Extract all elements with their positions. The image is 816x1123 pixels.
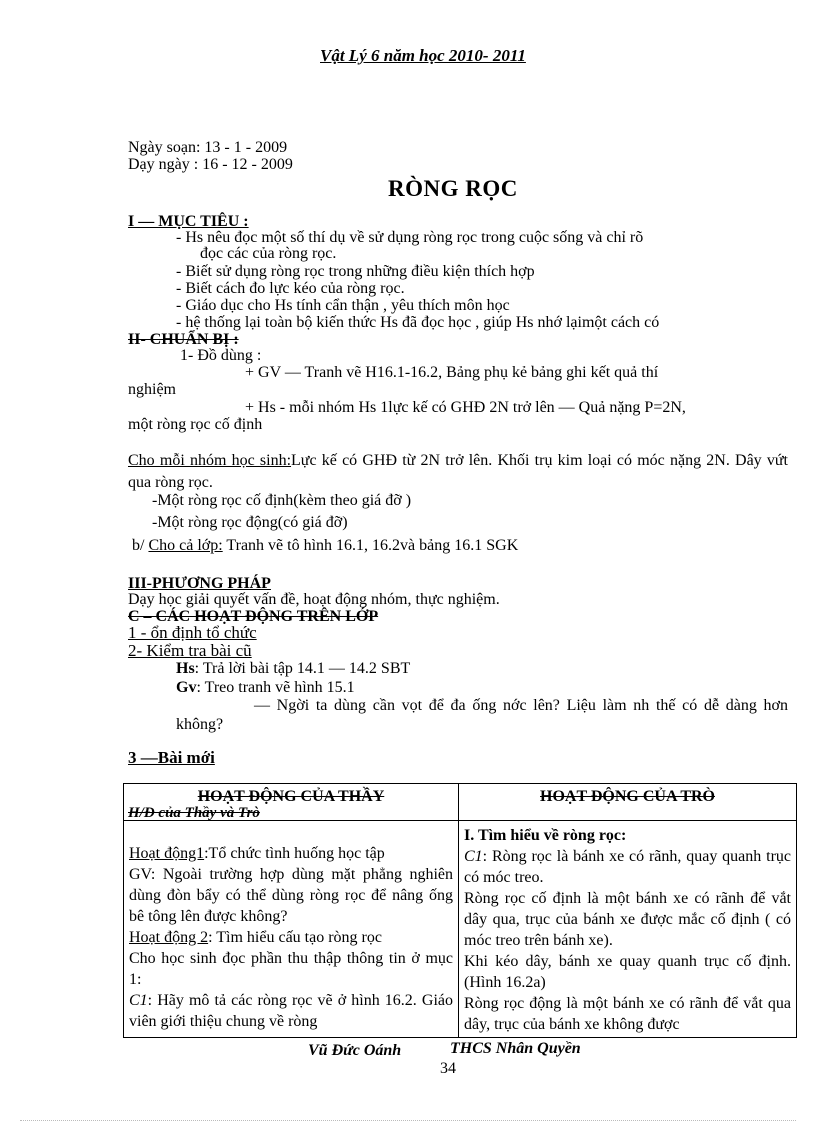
teacher-cell: [124, 821, 459, 1038]
objective-item-1b: đọc các của ròng rọc.: [200, 245, 337, 262]
c1-answer: [464, 846, 791, 888]
objective-item-1: - Hs nêu đọc một số thí dụ về sử dụng ròng rọc trong cuộc sống và chỉ rõ: [176, 229, 644, 246]
class-prefix: b/: [132, 537, 149, 554]
page-number: 34: [440, 1060, 456, 1077]
gv-question: GV: Ngoài trường hợp dùng mặt phẳng nghiên dùng đòn bẩy có thể dùng ròng rọc để nâng ống bê tông lên được không?: [129, 866, 453, 925]
class-label: Cho cả lớp:: [148, 537, 223, 554]
hs-tools-line2: một ròng rọc cố định: [128, 416, 263, 433]
footer-author: Vũ Đức Oánh: [308, 1042, 402, 1059]
hs-label: Hs: [176, 660, 195, 677]
teacher-header: HOẠT ĐỘNG CỦA THẦY: [197, 788, 385, 805]
movable-pulley-desc: Ròng rọc động là một bánh xe có rãnh để vắt qua dây, trục của bánh xe không được: [464, 995, 791, 1033]
objective-item-5: - hệ thống lại toàn bộ kiến thức Hs đã đọc học , giúp Hs nhớ lạimột cách có: [176, 314, 660, 331]
gv-tools-line1: + GV — Tranh vẽ H16.1-16.2, Bảng phụ kẻ bảng ghi kết quả thí: [245, 364, 659, 381]
fixed-pulley-desc: Ròng rọc cố định là một bánh xe có rãnh để vắt dây qua, trục của bánh xe được mắc cố định ( có móc treo trên bánh xe).: [464, 890, 791, 949]
class-text: Tranh vẽ tô hình 16.1, 16.2và bảng 16.1 SGK: [222, 537, 519, 554]
prepared-date: Ngày soạn: 13 - 1 - 2009: [128, 139, 288, 156]
activities-heading: C – CÁC HOẠT ĐỘNG TRÊN LỚP: [128, 608, 379, 625]
c1-answer-text: : Ròng rọc là bánh xe có rãnh, quay quanh trục có móc treo.: [464, 848, 791, 886]
c1-task: [129, 990, 453, 1032]
pull-desc: Khi kéo dây, bánh xe quay quanh trục cố định. (Hình 16.2a): [464, 953, 791, 991]
activity-2-label: Hoạt động 2: [129, 929, 209, 946]
bottom-divider: [20, 1120, 796, 1121]
stabilize-heading: 1 - ổn định tổ chức: [128, 623, 257, 642]
objective-item-3: - Biết cách đo lực kéo của ròng rọc.: [176, 280, 405, 297]
group-label: Cho mỗi nhóm học sinh:: [128, 452, 292, 469]
method-text: Dạy học giải quyết vấn đề, hoạt động nhóm, thực nghiệm.: [128, 591, 500, 608]
pulley-section-title: I. Tìm hiểu về ròng rọc:: [464, 827, 627, 844]
c1-task-text: : Hãy mô tả các ròng rọc vẽ ở hình 16.2. Giáo viên giới thiệu chung về ròng: [129, 992, 453, 1030]
activity-1: [129, 843, 453, 864]
activity-1-label: Hoạt động1: [129, 845, 205, 862]
activity-2-text: : Tìm hiểu cấu tạo ròng rọc: [208, 929, 382, 946]
c1-label: C1: [129, 992, 148, 1009]
preparation-heading: II- CHUẨN BỊ :: [128, 331, 239, 348]
group-text: Lực kế có GHĐ từ 2N trở lên. Khối trụ kim loại có móc nặng 2N. Dây vứt qua ròng rọc.: [128, 452, 788, 491]
movable-pulley-item: -Một ròng rọc động(có giá đỡ): [152, 514, 348, 531]
student-cell: [459, 821, 797, 1038]
activity-1-text: :Tổ chức tình huống học tập: [204, 845, 385, 862]
teacher-subheader: H/Đ của Thầy và Trò: [128, 805, 260, 821]
taught-date: Dạy ngày : 16 - 12 - 2009: [128, 156, 293, 173]
student-header: HOẠT ĐỘNG CỦA TRÒ: [540, 788, 715, 805]
tools-label: 1- Đồ dùng :: [180, 347, 262, 364]
c1-answer-label: C1: [464, 848, 483, 865]
fixed-pulley-item: -Một ròng rọc cố định(kèm theo giá đỡ ): [152, 492, 412, 509]
objective-item-4: - Giáo dục cho Hs tính cẩn thận , yêu thích môn học: [176, 297, 510, 314]
page-header: Vật Lý 6 năm học 2010- 2011: [320, 46, 526, 65]
gv-label: Gv: [176, 679, 197, 696]
teacher-header-cell: [124, 784, 459, 821]
lesson-title: RÒNG RỌC: [388, 176, 518, 201]
gv-check-line: [176, 679, 355, 697]
method-heading: III-PHƯƠNG PHÁP: [128, 575, 271, 592]
gv-check-text: : Treo tranh vẽ hình 15.1: [196, 679, 355, 696]
student-header-cell: [459, 784, 797, 821]
read-instruction: Cho học sinh đọc phần thu thập thông tin ở mục 1:: [129, 950, 453, 988]
hs-check-text: : Trả lời bài tập 14.1 — 14.2 SBT: [194, 660, 411, 677]
hs-tools-line1: + Hs - mỗi nhóm Hs 1lực kế có GHĐ 2N trở lên — Quả nặng P=2N,: [245, 399, 686, 416]
hs-check-line: [176, 660, 410, 678]
objectives-heading: I — MỤC TIÊU :: [128, 213, 249, 230]
footer-school: THCS Nhân Quyền: [450, 1040, 581, 1057]
group-equipment: [128, 450, 788, 494]
old-lesson-question: — Ngời ta dùng cần vọt để đa ống nớc lên? Liệu làm nh thế có dễ dàng hơn không?: [176, 697, 788, 733]
class-equipment: [132, 537, 518, 555]
new-lesson-heading: 3 —Bài mới: [128, 748, 215, 767]
gv-tools-line2: nghiệm: [128, 381, 176, 398]
activity-2: [129, 927, 453, 948]
check-heading: 2- Kiểm tra bài cũ: [128, 641, 252, 660]
objective-item-2: - Biết sử dụng ròng rọc trong những điều kiện thích hợp: [176, 263, 535, 280]
activity-table: [123, 783, 797, 1038]
